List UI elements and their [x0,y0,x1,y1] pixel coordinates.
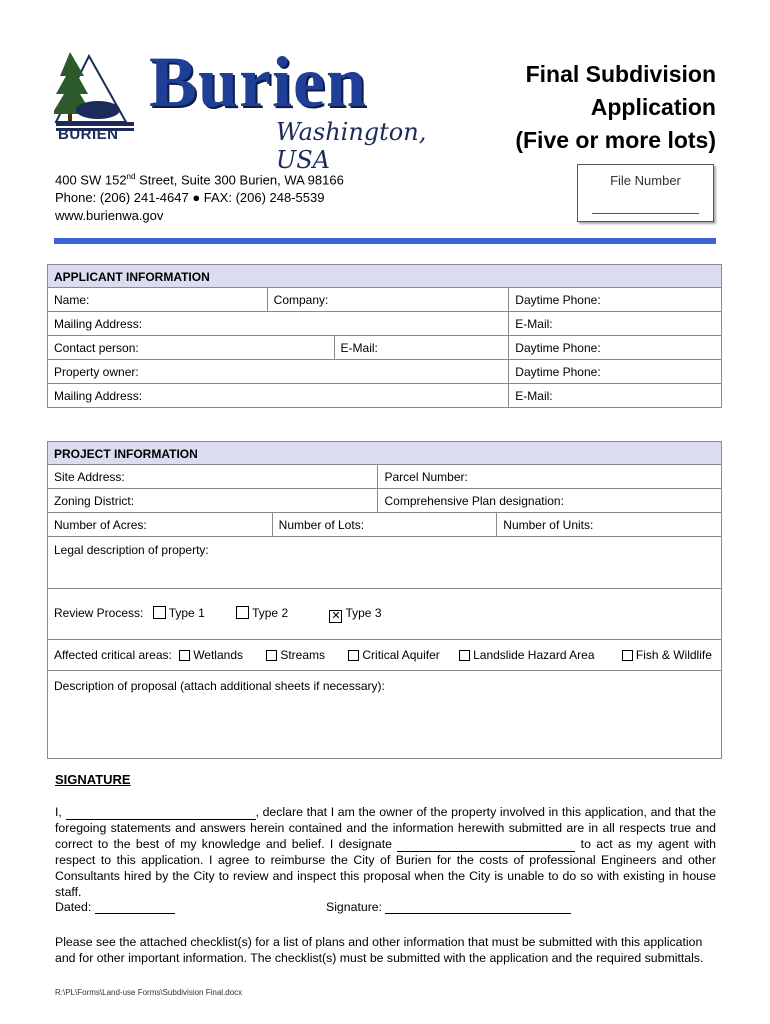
critical-fish-wildlife-label: Fish & Wildlife [635,648,712,662]
legal-description-field[interactable] [48,537,722,589]
tree-mountain-icon [54,48,134,136]
applicant-table [47,264,722,408]
logo-wordmark: Burien [149,42,368,122]
phone-fax: Phone: (206) 241-4647 ● FAX: (206) 248-5539 [55,190,325,206]
owner-name-blank[interactable] [66,807,256,820]
checkbox-icon[interactable] [179,650,190,661]
critical-aquifer-label: Critical Aquifer [362,648,440,662]
critical-streams[interactable] [266,648,325,662]
daytime-phone-field[interactable]: Daytime Phone: [509,288,722,312]
file-number-field[interactable] [592,213,699,214]
street-address [55,168,344,189]
critical-landslide[interactable] [459,648,594,662]
city-logo [54,42,444,174]
dated-label: Dated: [55,900,95,914]
comp-plan-field[interactable]: Comprehensive Plan designation: [378,489,722,513]
checkbox-icon[interactable] [348,650,359,661]
contact-phone-field[interactable]: Daytime Phone: [509,336,722,360]
critical-wetlands-label: Wetlands [193,648,243,662]
title-line-3: (Five or more lots) [515,127,716,153]
review-type-2[interactable] [236,606,288,620]
email-field[interactable]: E-Mail: [509,312,722,336]
ordinal-suffix: nd [126,172,136,181]
review-type-1-label: Type 1 [168,605,205,620]
applicant-header: APPLICANT INFORMATION [48,265,722,288]
units-field[interactable]: Number of Units: [497,513,722,537]
form-title [515,58,716,157]
review-type-3-label: Type 3 [345,605,382,620]
critical-streams-label: Streams [280,648,326,662]
logo-small-text: BURIEN [58,126,119,143]
owner-email-field[interactable]: E-Mail: [509,384,722,408]
checked-checkbox-icon[interactable]: ✕ [331,609,341,622]
signature-label: Signature: [326,900,386,914]
agent-name-blank[interactable] [397,839,575,852]
declaration-paragraph [55,804,716,900]
title-line-1: Final Subdivision [525,61,716,87]
review-type-3[interactable] [329,606,381,620]
critical-aquifer[interactable] [348,648,439,662]
critical-wetlands[interactable] [179,648,243,662]
company-field[interactable]: Company: [267,288,509,312]
checkbox-icon[interactable] [236,606,249,619]
checkbox-icon[interactable] [622,650,633,661]
checklist-note: Please see the attached checklist(s) for a list of plans and other information that must be submitted with this application and for other important information. The checklist(s) must be submitted with the application and the required submittals. [55,935,704,965]
name-field[interactable]: Name: [48,288,268,312]
legal-description-label: Legal description of property: [54,543,209,557]
project-header: PROJECT INFORMATION [48,442,722,465]
proposal-description-label: Description of proposal (attach additional sheets if necessary): [54,679,385,693]
signature-blank[interactable] [385,901,571,914]
contact-email-field[interactable]: E-Mail: [334,336,509,360]
city-address [55,168,344,225]
website-link[interactable]: www.burienwa.gov [55,208,164,224]
critical-fish-wildlife[interactable] [622,648,712,662]
divider-bar [54,238,716,244]
review-process-row [48,589,722,640]
checkbox-icon[interactable] [266,650,277,661]
mailing-address-field[interactable]: Mailing Address: [48,312,509,336]
signature-line [326,900,571,914]
proposal-description-field[interactable] [48,671,722,759]
file-number-box [577,164,714,222]
zoning-field[interactable]: Zoning District: [48,489,378,513]
checkbox-icon[interactable] [459,650,470,661]
owner-mailing-field[interactable]: Mailing Address: [48,384,509,408]
signature-heading: SIGNATURE [55,772,131,787]
acres-field[interactable]: Number of Acres: [48,513,273,537]
dated-line [55,900,175,914]
owner-phone-field[interactable]: Daytime Phone: [509,360,722,384]
site-address-field[interactable]: Site Address: [48,465,378,489]
declaration-middle: , declare that I am the owner of the property involved in this application, and that the foregoing statements and answers herein contained and the information herewith submitted are in all respects true and correct to the best of my knowledge and belief. I designate [55,805,717,851]
date-blank[interactable] [95,901,175,914]
declaration-start: I, [55,805,66,819]
review-process-label: Review Process: [54,605,144,620]
checkbox-icon[interactable] [153,606,166,619]
file-number-label: File Number [610,173,681,188]
review-type-2-label: Type 2 [252,605,289,620]
title-line-2: Application [590,94,716,120]
parcel-number-field[interactable]: Parcel Number: [378,465,722,489]
property-owner-field[interactable]: Property owner: [48,360,509,384]
project-table [47,441,722,759]
critical-areas-row [48,640,722,671]
declaration-end: to act as my agent with respect to this application. I agree to reimburse the City of Burien for the costs of professional Engineers and other Consultants hired by the City to review and inspect this proposal when the City is unable to do so with existing in house staff. [55,837,716,899]
contact-person-field[interactable]: Contact person: [48,336,335,360]
file-path-footer: R:\PL\Forms\Land-use Forms\Subdivision Final.docx [55,988,243,997]
critical-areas-label: Affected critical areas: [54,648,172,662]
street-address-rest: Street, Suite 300 Burien, WA 98166 [135,172,344,188]
critical-landslide-label: Landslide Hazard Area [473,648,595,662]
lots-field[interactable]: Number of Lots: [272,513,497,537]
street-address-part: 400 SW 152 [55,172,127,188]
logo-tagline: Washington, USA [276,118,427,174]
review-type-1[interactable] [153,606,205,620]
